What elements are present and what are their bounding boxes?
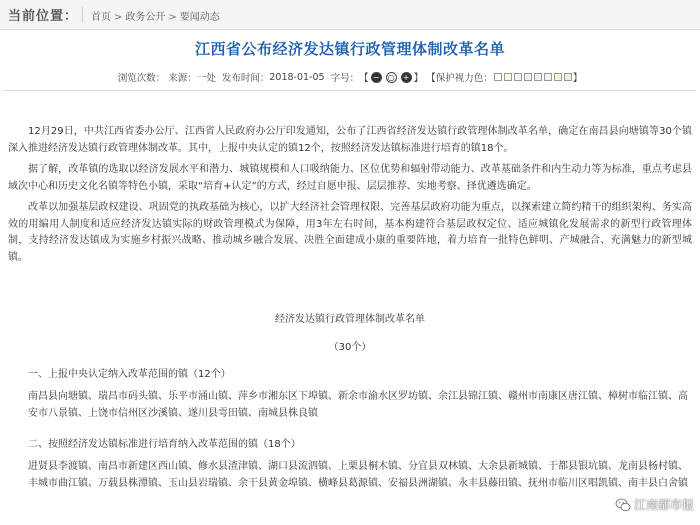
font-size-label: 字号： xyxy=(330,73,360,84)
article-title: 江西省公布经济发达镇行政管理体制改革名单 xyxy=(194,40,505,58)
section-1-towns: 南昌县向塘镇、瑞昌市码头镇、乐平市涌山镇、萍乡市湘东区下埠镇、新余市渝水区罗坊镇、余江县锦江镇、赣州市南康区唐江镇、樟树市临江镇、高安市八景镇、上饶市信州区沙溪镇、遂川县雩田镇、南城县株良镇 xyxy=(28,391,688,419)
breadcrumb-arrow: > xyxy=(114,12,123,23)
source-label: 来源： xyxy=(168,73,197,84)
list-count: （30个） xyxy=(328,342,372,353)
location-divider xyxy=(82,7,83,23)
wechat-icon xyxy=(615,497,631,513)
publish-label: 发布时间： xyxy=(221,73,270,84)
eye-protect-bracket-close: 】 xyxy=(572,73,583,84)
zoom-default-button[interactable]: ○ xyxy=(386,72,397,83)
section-2-heading: 二、按照经济发达镇标准进行培育纳入改革范围的镇（18个） xyxy=(28,439,301,450)
source-value: 一处 xyxy=(196,73,216,84)
eye-color-swatch-1[interactable] xyxy=(494,73,502,81)
watermark-text: 江南都市报 xyxy=(633,497,694,512)
article-meta xyxy=(0,70,700,84)
breadcrumb-arrow: > xyxy=(168,12,177,23)
breadcrumb-news-link[interactable]: 要闻动态 xyxy=(179,12,220,23)
zoom-in-button[interactable]: + xyxy=(401,72,412,83)
section-1-heading: 一、上报中央认定纳入改革范围的镇（12个） xyxy=(28,369,231,380)
section-2-towns: 进贤县李渡镇、南昌市新建区西山镇、修水县渣津镇、湖口县流泗镇、上栗县桐木镇、分宜县双林镇、大余县新城镇、于都县银坑镇、龙南县杨村镇、丰城市曲江镇、万载县株潭镇、玉山县岩瑞镇、余干县黄金埠镇、横峰县葛源镇、安福县洲湖镇、永丰县藤田镇、抚州市临川区唱凯镇、南丰县白舍镇 xyxy=(28,461,688,489)
eye-color-swatches xyxy=(493,72,573,83)
font-size-bracket-close: 】 xyxy=(413,73,424,84)
breadcrumb-home-link[interactable]: 首页 xyxy=(91,12,111,23)
eye-color-swatch-4[interactable] xyxy=(524,73,532,81)
location-label: 当前位置： xyxy=(8,9,79,24)
views-label: 浏览次数： xyxy=(117,73,166,84)
location-bar xyxy=(0,0,700,30)
eye-color-swatch-3[interactable] xyxy=(514,73,522,81)
paragraph-3: 改革以加强基层政权建设、巩固党的执政基础为核心，以扩大经济社会管理权限、完善基层政府功能为重点，以探索建立简约精干的组织架构、务实高效的用编用人制度和适应经济发达镇实际的财政管理模式为保障，用3年左右时间，基本构建符合基层政权定位、适应城镇化发展需求的新型行政管理体制，支持经济发达镇成为实施乡村振兴战略、推动城乡融合发展、决胜全面建成小康的重要阵地，着力培育一批特色鲜明、产城融合、充满魅力的新型城镇。 xyxy=(8,202,692,263)
font-size-bracket-open: 【 xyxy=(359,73,369,84)
zoom-out-button[interactable]: − xyxy=(371,72,382,83)
eye-color-swatch-2[interactable] xyxy=(504,73,512,81)
eye-color-swatch-7[interactable] xyxy=(554,73,562,81)
eye-color-swatch-5[interactable] xyxy=(534,73,542,81)
header-divider xyxy=(4,90,696,91)
paragraph-1: 12月29日，中共江西省委办公厅、江西省人民政府办公厅印发通知，公布了江西省经济发达镇行政管理体制改革名单，确定在南昌县向塘镇等30个镇深入推进经济发达镇行政管理体制改革。其中，上报中央认定的镇12个，按照经济发达镇标准进行培育的镇18个。 xyxy=(8,126,692,154)
watermark xyxy=(615,496,694,514)
breadcrumb xyxy=(91,8,220,23)
list-title: 经济发达镇行政管理体制改革名单 xyxy=(275,314,425,325)
paragraph-2: 据了解，改革镇的选取以经济发展水平和潜力、城镇规模和人口吸纳能力、区位优势和辐射带动能力、改革基础条件和内生动力等为标准，重点考虑县域次中心和历史文化名镇等特色小镇，采取“培育+认定”的方式，经过自愿申报、层层推荐、实地考察、择优遴选确定。 xyxy=(8,164,692,192)
breadcrumb-gov-affairs-link[interactable]: 政务公开 xyxy=(125,12,166,23)
eye-color-swatch-8[interactable] xyxy=(564,73,572,81)
publish-date: 2018-01-05 xyxy=(269,71,325,83)
article-body xyxy=(8,124,692,271)
eye-color-swatch-6[interactable] xyxy=(544,73,552,81)
eye-protect-label: 【保护视力色： xyxy=(426,73,493,84)
